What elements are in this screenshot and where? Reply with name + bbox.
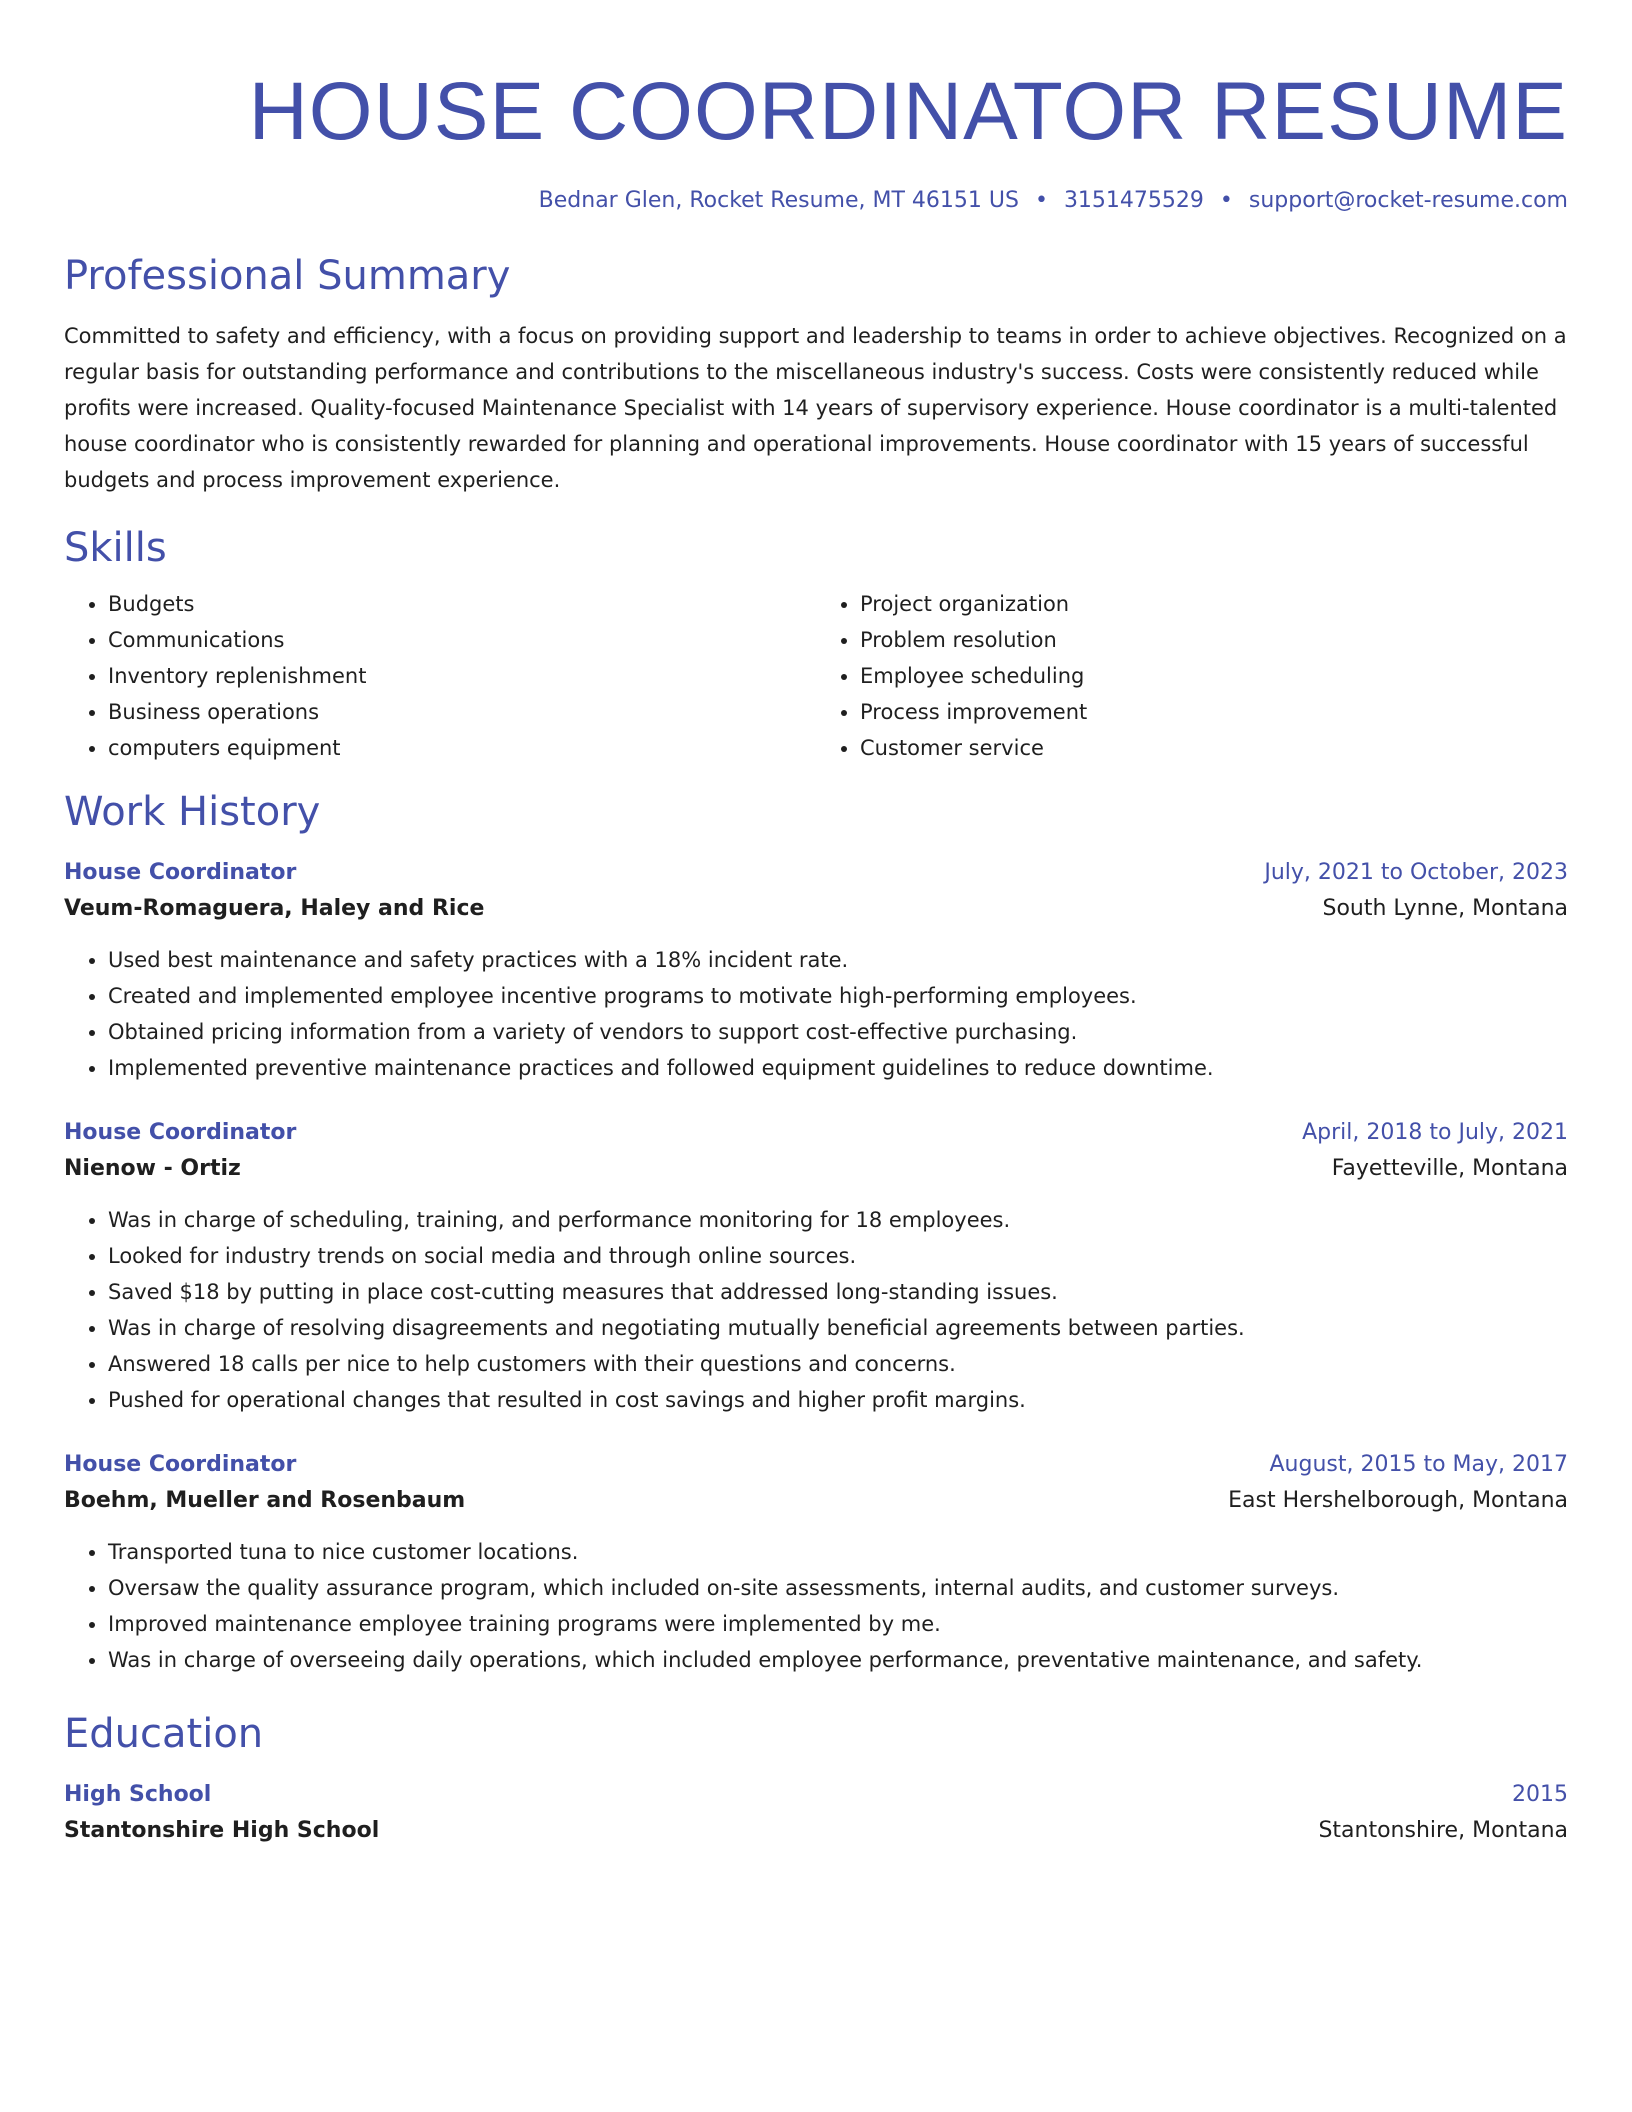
skill-item: • Customer service: [860, 730, 1568, 766]
section-heading-skills: Skills: [64, 525, 167, 571]
job-bullet: • Oversaw the quality assurance program, which included on-site assessments, internal audits, and customer surveys.: [108, 1570, 1568, 1606]
education-degree: High School: [64, 1782, 212, 1807]
contact-separator: •: [1219, 188, 1233, 213]
education-degree-row: [64, 1778, 1568, 1812]
contact-address: Bednar Glen, Rocket Resume, MT 46151 US: [538, 188, 1019, 213]
job-bullet: • Answered 18 calls per nice to help customers with their questions and concerns.: [108, 1346, 1568, 1382]
job-bullet: • Transported tuna to nice customer locations.: [108, 1534, 1568, 1570]
job-bullets: [64, 942, 1568, 1086]
skill-item: • Employee scheduling: [860, 658, 1568, 694]
job-bullet: • Obtained pricing information from a variety of vendors to support cost-effective purchasing.: [108, 1014, 1568, 1050]
job-company: Veum-Romaguera, Haley and Rice: [64, 896, 485, 921]
skill-item: • Project organization: [860, 586, 1568, 622]
job-bullet: • Was in charge of scheduling, training, and performance monitoring for 18 employees.: [108, 1202, 1568, 1238]
professional-summary-section: [64, 250, 1568, 498]
skill-item: • Problem resolution: [860, 622, 1568, 658]
job-entry: [64, 856, 1568, 1086]
job-title: House Coordinator: [64, 1120, 297, 1145]
job-title: House Coordinator: [64, 860, 297, 885]
section-heading-education: Education: [64, 1711, 264, 1757]
job-bullets: [64, 1202, 1568, 1418]
job-bullet: • Was in charge of overseeing daily operations, which included employee performance, preventative maintenance, and safety.: [108, 1642, 1568, 1678]
job-entry: [64, 1116, 1568, 1418]
education-school-row: [64, 1812, 1568, 1850]
skills-section: [64, 522, 1568, 766]
education-location: Stantonshire, Montana: [1318, 1818, 1568, 1843]
skills-right-column: [816, 586, 1568, 766]
job-title: House Coordinator: [64, 1452, 297, 1477]
job-title-row: [64, 1448, 1568, 1482]
job-company: Nienow - Ortiz: [64, 1156, 241, 1181]
job-dates: April, 2018 to July, 2021: [1302, 1120, 1568, 1145]
resume-header: [64, 58, 1568, 216]
skill-item: • Process improvement: [860, 694, 1568, 730]
section-heading-summary: Professional Summary: [64, 253, 511, 299]
skill-item: • computers equipment: [108, 730, 816, 766]
job-bullets: [64, 1534, 1568, 1678]
education-entry: [64, 1778, 1568, 1850]
work-history-section: [64, 786, 1568, 1678]
job-company-row: [64, 1482, 1568, 1520]
job-company-row: [64, 1150, 1568, 1188]
job-company-row: [64, 890, 1568, 928]
contact-line: [64, 186, 1568, 216]
resume-title: HOUSE COORDINATOR RESUME: [248, 66, 1568, 157]
job-bullet: • Looked for industry trends on social media and through online sources.: [108, 1238, 1568, 1274]
skill-item: • Business operations: [108, 694, 816, 730]
job-bullet: • Pushed for operational changes that resulted in cost savings and higher profit margins.: [108, 1382, 1568, 1418]
job-bullet: • Saved $18 by putting in place cost-cutting measures that addressed long-standing issues.: [108, 1274, 1568, 1310]
contact-phone: 3151475529: [1063, 188, 1204, 213]
summary-text: Committed to safety and efficiency, with a focus on providing support and leadership to teams in order to achieve objectives. Recognized on a regular basis for outstanding performance and contributions to the miscellaneous industry's success. Costs were consistently reduced while profits were increased. Quality-focused Maintenance Specialist with 14 years of supervisory experience. House coordinator is a multi-talented house coordinator who is consistently rewarded for planning and operational improvements. House coordinator with 15 years of successful budgets and process improvement experience.: [64, 324, 1567, 492]
job-title-row: [64, 856, 1568, 890]
job-bullet: • Created and implemented employee incentive programs to motivate high-performing employees.: [108, 978, 1568, 1014]
job-title-row: [64, 1116, 1568, 1150]
section-heading-work: Work History: [64, 789, 321, 835]
job-dates: July, 2021 to October, 2023: [1264, 860, 1568, 885]
education-school: Stantonshire High School: [64, 1818, 380, 1843]
skills-left-column: [64, 586, 816, 766]
education-year: 2015: [1512, 1782, 1568, 1807]
job-location: Fayetteville, Montana: [1331, 1156, 1568, 1181]
job-company: Boehm, Mueller and Rosenbaum: [64, 1488, 466, 1513]
job-bullet: • Used best maintenance and safety practices with a 18% incident rate.: [108, 942, 1568, 978]
contact-separator: •: [1034, 188, 1048, 213]
skill-item: • Communications: [108, 622, 816, 658]
education-section: [64, 1708, 1568, 1850]
contact-email: support@rocket-resume.com: [1248, 188, 1568, 213]
job-bullet: • Improved maintenance employee training programs were implemented by me.: [108, 1606, 1568, 1642]
skills-grid: [64, 586, 1568, 766]
job-entry: [64, 1448, 1568, 1678]
job-dates: August, 2015 to May, 2017: [1269, 1452, 1568, 1477]
skill-item: • Budgets: [108, 586, 816, 622]
job-location: South Lynne, Montana: [1322, 896, 1568, 921]
job-bullet: • Implemented preventive maintenance practices and followed equipment guidelines to reduce downtime.: [108, 1050, 1568, 1086]
skill-item: • Inventory replenishment: [108, 658, 816, 694]
job-bullet: • Was in charge of resolving disagreements and negotiating mutually beneficial agreements between parties.: [108, 1310, 1568, 1346]
job-location: East Hershelborough, Montana: [1228, 1488, 1568, 1513]
